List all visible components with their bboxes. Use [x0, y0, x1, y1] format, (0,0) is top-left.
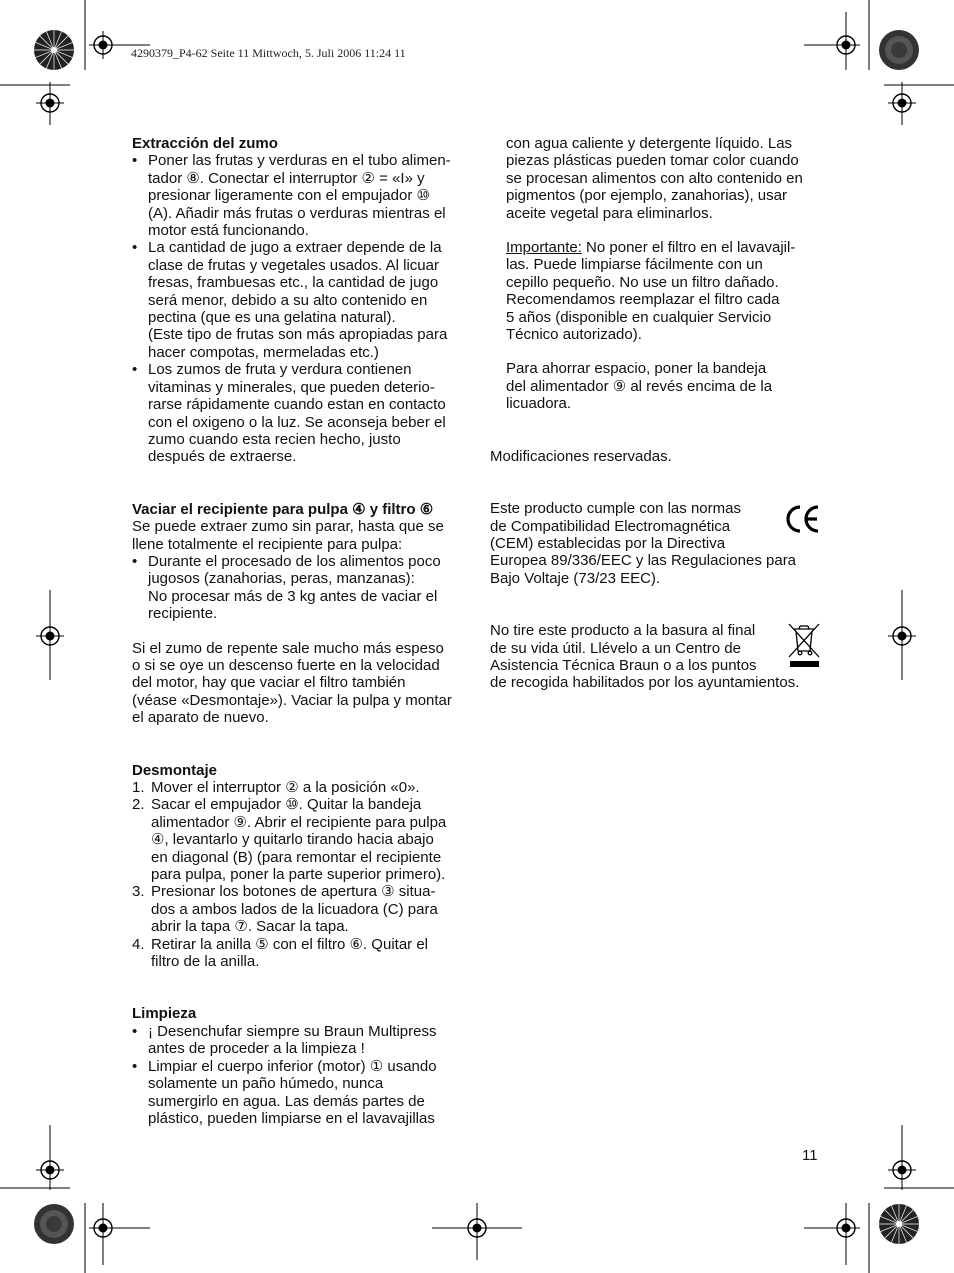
list-item: 1. Mover el interruptor ② a la posición «0».: [132, 779, 420, 796]
list-item: 2. Sacar el empujador ⑩. Quitar la bandeja alimentador ⑨. Abrir el recipiente para pulpa ④, levantarlo y quitarlo tirando hacia abajo en diagonal (B) (para remontar el recipiente para pulpa, poner la parte superior primero).: [132, 796, 447, 884]
ce-compliance-text: Este producto cumple con las normas de Compatibilidad Electromagnética (CEM) establecidas por la Directiva Europea 89/336/EEC y las Regulaciones para Bajo Voltaje (73/23 EEC).: [490, 500, 797, 587]
important-text: No poner el filtro en el lavavajil- las. Puede limpiarse fácilmente con un cepillo pequeño. No use un filtro dañado. Recomendamos reemplazar el filtro cada 5 años (disponible en cualquier Servicio Técnico autorizado).: [506, 239, 796, 344]
cleaning-list: [132, 1023, 468, 1127]
section-title-empty-pulp: Vaciar el recipiente para pulpa ④ y filtro ⑥: [132, 500, 434, 518]
disassembly-list: [132, 779, 468, 970]
list-item: • Poner las frutas y verduras en el tubo alimen- tador ⑧. Conectar el interruptor ② = «I» y presionar ligeramente con el empujador ⑩ (A). Añadir más frutas o verduras mientras el motor está funcionando.: [132, 152, 468, 239]
juice-extraction-list: [132, 152, 468, 465]
crossed-bin-icon: [786, 621, 822, 669]
left-column: [132, 135, 468, 1127]
list-item: 3. Presionar los botones de apertura ③ situa- dos a ambos lados de la licuadora (C) para abrir la tapa ⑦. Sacar la tapa.: [132, 883, 438, 936]
list-item: • Limpiar el cuerpo inferior (motor) ① usando solamente un paño húmedo, nunca sumergirlo en agua. Las demás partes de plástico, pueden limpiarse en el lavavajillas: [132, 1058, 468, 1128]
right-column: [490, 135, 826, 692]
print-info-header: 4290379_P4-62 Seite 11 Mittwoch, 5. Juli 2006 11:24 11: [131, 46, 406, 60]
empty-pulp-intro: Se puede extraer zumo sin parar, hasta que se llene totalmente el recipiente para pulpa:: [132, 518, 444, 553]
empty-pulp-paragraph: Si el zumo de repente sale mucho más espeso o si se oye un descenso fuerte en la velocidad del motor, hay que vaciar el filtro también (véase «Desmontaje»). Vaciar la pulpa y montar el aparato de nuevo.: [132, 639, 452, 727]
list-item: 4. Retirar la anilla ⑤ con el filtro ⑥. Quitar el filtro de la anilla.: [132, 935, 428, 971]
list-item: • ¡ Desenchufar siempre su Braun Multipress antes de proceder a la limpieza !: [132, 1023, 468, 1058]
list-item: • Durante el procesado de los alimentos poco jugosos (zanahorias, peras, manzanas): No procesar más de 3 kg antes de vaciar el recipiente.: [132, 553, 468, 623]
important-label: Importante:: [506, 239, 582, 257]
list-item: • La cantidad de jugo a extraer depende de la clase de frutas y vegetales usados. Al licuar fresas, frambuesas etc., la cantidad de jugo será menor, debido a su alto contenido en pectina (que es una gelatina natural). (Este tipo de frutas son más apropiadas para hacer compotas, mermeladas etc.): [132, 239, 468, 361]
weee-disposal-text: No tire este producto a la basura al final de su vida útil. Llévelo a un Centro de Asistencia Técnica Braun o a los puntos de recogida habilitados por los ayuntamientos.: [490, 622, 800, 692]
section-title-cleaning: Limpieza: [132, 1005, 197, 1023]
page-number: 11: [802, 1147, 818, 1164]
important-note: [490, 239, 826, 343]
modifications-reserved: Modificaciones reservadas.: [490, 447, 672, 465]
cleaning-continued: con agua caliente y detergente líquido. Las piezas plásticas pueden tomar color cuando se procesan alimentos con alto contenido en pigmentos (por ejemplo, zanahorias), usar aceite vegetal para eliminarlos.: [506, 135, 803, 222]
section-title-disassembly: Desmontaje: [132, 761, 218, 779]
ce-mark-icon: [784, 502, 822, 536]
empty-pulp-list: [132, 553, 468, 623]
list-item: • Los zumos de fruta y verdura contienen vitaminas y minerales, que pueden deterio- rarse rápidamente cuando estan en contacto con el oxigeno o la luz. Se aconseja beber el zumo cuando esta recien hecho, justo después de extraerse.: [132, 361, 468, 465]
save-space-note: Para ahorrar espacio, poner la bandeja del alimentador ⑨ al revés encima de la licuadora.: [506, 360, 773, 413]
section-title-juice-extraction: Extracción del zumo: [132, 135, 278, 152]
